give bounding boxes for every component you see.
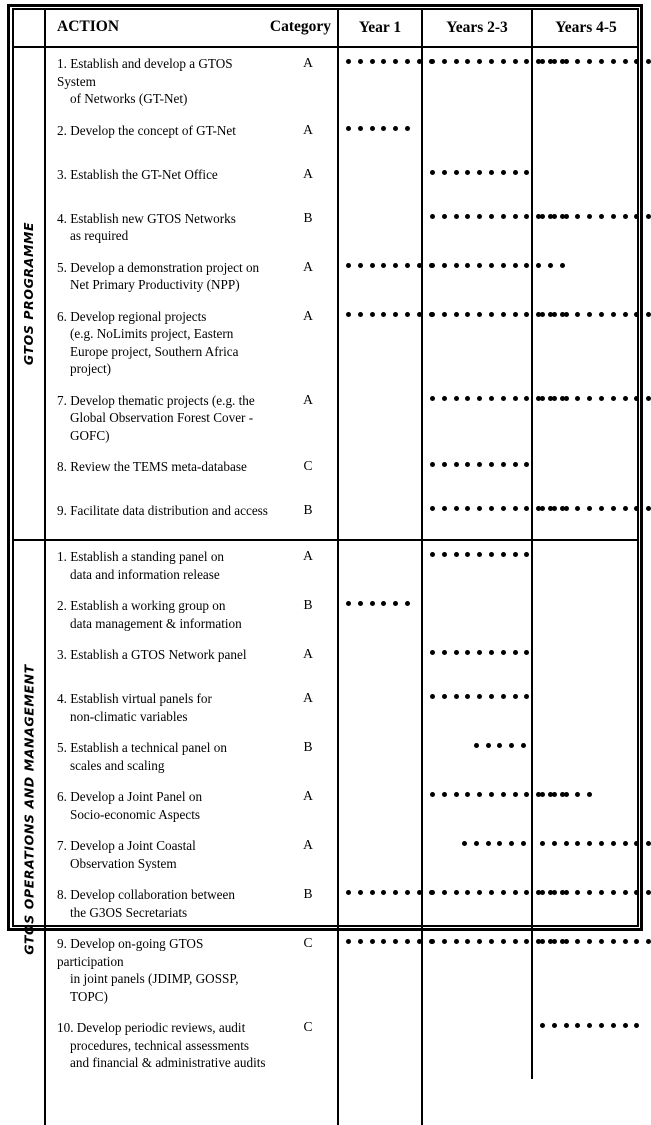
action-text: 7. Develop a Joint Coastal Observation System [57, 838, 196, 871]
table-row [14, 451, 639, 495]
timeline-dots [430, 263, 527, 271]
years45-cell [532, 639, 639, 683]
action-cell [45, 928, 338, 1012]
timeline-dots [430, 552, 529, 560]
year1-cell [338, 879, 422, 928]
timeline-dots [346, 126, 410, 134]
table-row [14, 683, 639, 732]
years45-cell [532, 928, 639, 1012]
timeline-dots [540, 312, 635, 320]
section-label-cell [14, 47, 45, 540]
timeline-dots [474, 743, 526, 751]
year1-cell [338, 683, 422, 732]
timeline-dots [430, 59, 527, 67]
category-value: A [303, 646, 313, 661]
table-row [14, 781, 639, 830]
action-text: 9. Develop on-going GTOS participation in joint panels (JDIMP, GOSSP, TOPC) [57, 936, 239, 1004]
year1-cell [338, 830, 422, 879]
years45-cell [532, 203, 639, 252]
category-value: B [303, 597, 313, 612]
action-text: 5. Establish a technical panel on scales and scaling [57, 740, 227, 773]
years23-cell [422, 830, 532, 879]
timeline-dots [540, 506, 635, 514]
timeline-dots [346, 263, 417, 271]
timeline-dots [540, 396, 635, 404]
year1-cell [338, 495, 422, 540]
timeline-dots [430, 890, 527, 898]
spacer-action-cell [14, 1079, 45, 1125]
years23-cell [422, 203, 532, 252]
action-text: 8. Review the TEMS meta-database [57, 459, 247, 474]
category-value: A [303, 837, 313, 852]
table-row [14, 928, 639, 1012]
years45-cell [532, 495, 639, 540]
spacer-years45-cell [422, 1079, 532, 1125]
year1-cell [338, 639, 422, 683]
category-value: A [303, 548, 313, 563]
action-plan-table [14, 9, 639, 1125]
years45-cell [532, 879, 639, 928]
table-row [14, 115, 639, 159]
years45-cell [532, 781, 639, 830]
category-value: A [303, 121, 313, 137]
action-text: 6. Develop regional projects (e.g. NoLimits project, Eastern Europe project, Southern Africa project) [57, 308, 239, 376]
table-row [14, 159, 639, 203]
year1-cell [338, 159, 422, 203]
years23-cell [422, 252, 532, 301]
action-cell [45, 203, 338, 252]
year1-cell [338, 451, 422, 495]
years23-cell [422, 159, 532, 203]
action-text: 2. Develop the concept of GT-Net [57, 122, 236, 138]
timeline-dots [346, 890, 417, 898]
action-cell [45, 879, 338, 928]
category-value: A [303, 788, 313, 803]
year1-cell [338, 590, 422, 639]
years45-cell [532, 252, 639, 301]
timeline-dots [540, 841, 635, 849]
category-value: A [303, 690, 313, 705]
year1-cell [338, 385, 422, 452]
category-value: B [303, 739, 313, 754]
spacer-years23-cell [338, 1079, 422, 1125]
years23-cell [422, 1012, 532, 1079]
years23-cell [422, 590, 532, 639]
action-text: 3. Establish a GTOS Network panel [57, 647, 247, 662]
years23-cell [422, 115, 532, 159]
year1-cell [338, 781, 422, 830]
year1-cell [338, 301, 422, 385]
year1-cell [338, 732, 422, 781]
table-row [14, 203, 639, 252]
section-label-text: GTOS OPERATIONS AND MANAGEMENT [21, 664, 37, 955]
years23-cell [422, 47, 532, 115]
timeline-dots [346, 939, 417, 947]
category-value: B [303, 886, 313, 901]
column-header-category: Category [269, 18, 331, 35]
action-text: 1. Establish and develop a GTOS System of Networks (GT-Net) [57, 56, 233, 106]
timeline-dots [430, 506, 527, 514]
category-value: A [303, 165, 313, 181]
years23-cell [422, 781, 532, 830]
table-row [14, 1012, 639, 1079]
column-header-years23: Years 2-3 [422, 9, 532, 47]
table-row [14, 732, 639, 781]
years23-cell [422, 495, 532, 540]
table-row [14, 385, 639, 452]
action-cell [45, 1012, 338, 1079]
years23-cell [422, 879, 532, 928]
years45-cell [532, 830, 639, 879]
year1-cell [338, 203, 422, 252]
timeline-dots [540, 792, 592, 800]
spacer-year1-cell [45, 1079, 338, 1125]
action-cell [45, 47, 338, 115]
category-value: A [303, 391, 313, 407]
column-header-year1: Year 1 [338, 9, 422, 47]
table-row [14, 879, 639, 928]
category-value: A [303, 307, 313, 323]
action-cell [45, 540, 338, 590]
action-text: 10. Develop periodic reviews, audit procedures, technical assessments and financial & administrative audits [57, 1020, 266, 1070]
timeline-dots [346, 312, 417, 320]
category-value: C [303, 458, 313, 473]
action-cell [45, 683, 338, 732]
category-value: A [303, 258, 313, 274]
action-text: 9. Facilitate data distribution and access [57, 503, 268, 518]
table-row [14, 301, 639, 385]
action-cell [45, 732, 338, 781]
action-text: 7. Develop thematic projects (e.g. the Global Observation Forest Cover - GOFC) [57, 392, 255, 443]
action-text: 4. Establish virtual panels for non-climatic variables [57, 691, 212, 724]
year1-cell [338, 928, 422, 1012]
timeline-dots [430, 792, 527, 800]
years23-cell [422, 732, 532, 781]
years23-cell [422, 683, 532, 732]
action-cell [45, 159, 338, 203]
timeline-dots [346, 601, 410, 609]
timeline-dots [430, 650, 529, 658]
year1-cell [338, 540, 422, 590]
timeline-dots [430, 312, 527, 320]
category-value: B [303, 209, 313, 225]
action-text: 5. Develop a demonstration project on Net Primary Productivity (NPP) [57, 259, 260, 292]
action-text: 1. Establish a standing panel on data and information release [57, 549, 225, 582]
year1-cell [338, 47, 422, 115]
years45-cell [532, 732, 639, 781]
section-label-text: GTOS PROGRAMME [21, 221, 37, 366]
years23-cell [422, 301, 532, 385]
action-text: 8. Develop collaboration between the G3OS Secretariats [57, 887, 235, 920]
years45-cell [532, 1012, 639, 1079]
action-cell [45, 301, 338, 385]
year1-cell [338, 1012, 422, 1079]
years45-cell [532, 159, 639, 203]
years45-cell [532, 301, 639, 385]
action-text: 6. Develop a Joint Panel on Socio-economic Aspects [57, 789, 203, 822]
timeline-dots [462, 841, 526, 849]
action-cell [45, 115, 338, 159]
action-text: 2. Establish a working group on data management & information [57, 598, 242, 631]
years45-cell [532, 590, 639, 639]
timeline-dots [430, 214, 527, 222]
year1-cell [338, 252, 422, 301]
years23-cell [422, 385, 532, 452]
year1-cell [338, 115, 422, 159]
timeline-dots [540, 59, 635, 67]
years23-cell [422, 639, 532, 683]
timeline-dots [430, 170, 529, 178]
header-action-cell [45, 9, 338, 47]
section-label-cell [14, 540, 45, 1079]
category-value: A [303, 55, 313, 70]
column-header-action: ACTION [57, 18, 120, 35]
years45-cell [532, 385, 639, 452]
table-bottom-spacer [14, 1079, 639, 1125]
table-row [14, 639, 639, 683]
table-row [14, 495, 639, 540]
years45-cell [532, 540, 639, 590]
years23-cell [422, 451, 532, 495]
action-cell [45, 639, 338, 683]
timeline-dots [430, 694, 529, 702]
table-row [14, 540, 639, 590]
action-text: 4. Establish new GTOS Networks as required [57, 210, 236, 243]
category-value: B [303, 502, 313, 517]
table-header-row [14, 9, 639, 47]
action-cell [45, 590, 338, 639]
action-cell [45, 451, 338, 495]
timeline-dots [346, 59, 417, 67]
timeline-dots [540, 214, 635, 222]
action-text: 3. Establish the GT-Net Office [57, 166, 218, 182]
timeline-dots [430, 396, 527, 404]
action-cell [45, 252, 338, 301]
category-value: C [303, 935, 313, 950]
column-header-years45: Years 4-5 [532, 9, 639, 47]
years23-cell [422, 540, 532, 590]
years45-cell [532, 683, 639, 732]
years45-cell [532, 115, 639, 159]
action-cell [45, 781, 338, 830]
table-row [14, 830, 639, 879]
table-row [14, 590, 639, 639]
table-row [14, 252, 639, 301]
timeline-dots [540, 939, 635, 947]
table-row [14, 47, 639, 115]
years45-cell [532, 47, 639, 115]
header-corner-cell [14, 9, 45, 47]
action-cell [45, 385, 338, 452]
timeline-dots [540, 1023, 639, 1031]
timeline-dots [540, 890, 635, 898]
category-value: C [303, 1019, 313, 1034]
action-cell [45, 830, 338, 879]
years45-cell [532, 451, 639, 495]
years23-cell [422, 928, 532, 1012]
action-cell [45, 495, 338, 540]
timeline-dots [430, 462, 529, 470]
timeline-dots [430, 939, 527, 947]
